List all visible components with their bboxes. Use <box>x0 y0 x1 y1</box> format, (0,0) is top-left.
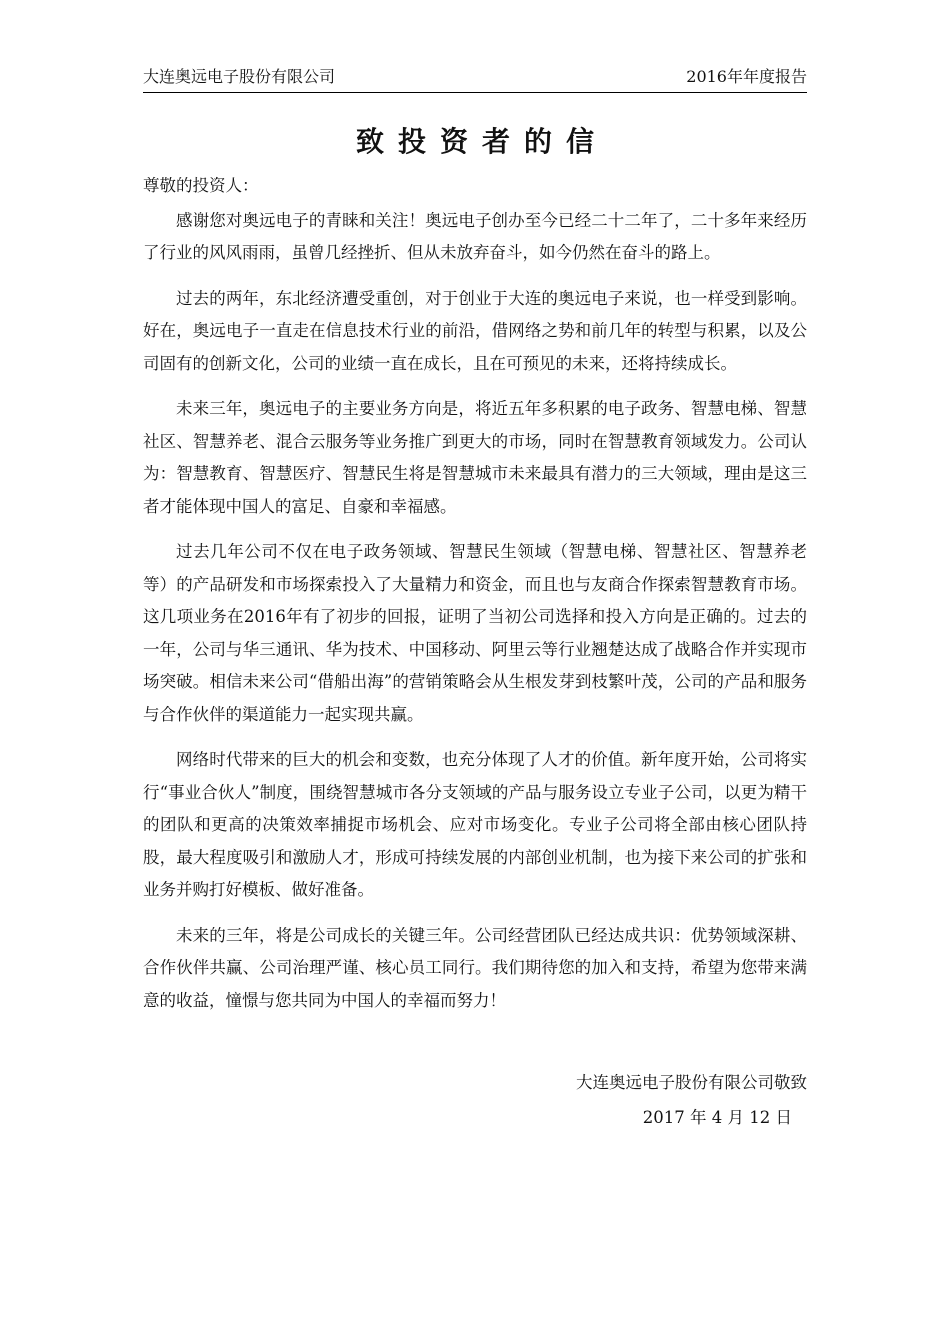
paragraph-2: 过去的两年，东北经济遭受重创，对于创业于大连的奥远电子来说，也一样受到影响。好在，奥远电子一直走在信息技术行业的前沿，借网络之势和前几年的转型与积累，以及公司固有的创新文化，公司的业绩一直在成长，且在可预见的未来，还将持续成长。 <box>143 288 807 373</box>
paragraph-3: 未来三年，奥远电子的主要业务方向是，将近五年多积累的电子政务、智慧电梯、智慧社区、智慧养老、混合云服务等业务推广到更大的市场，同时在智慧教育领域发力。公司认为：智慧教育、智慧医疗、智慧民生将是智慧城市未来最具有潜力的三大领域，理由是这三者才能体现中国人的富足、自豪和幸福感。 <box>143 399 807 516</box>
paragraph-1: 感谢您对奥远电子的青睐和关注！奥远电子创办至今已经二十二年了，二十多年来经历了行业的风风雨雨，虽曾几经挫折、但从未放弃奋斗，如今仍然在奋斗的路上。 <box>143 210 807 262</box>
letter-body <box>143 170 807 1030</box>
header-report-title: 2016年年度报告 <box>686 67 807 86</box>
page-header <box>143 62 807 93</box>
letter-title: 致投资者的信 <box>355 125 608 158</box>
paragraph-4: 过去几年公司不仅在电子政务领域、智慧民生领域（智慧电梯、智慧社区、智慧养老等）的产品研发和市场探索投入了大量精力和资金，而且也与友商合作探索智慧教育市场。这几项业务在2016年有了初步的回报，证明了当初公司选择和投入方向是正确的。过去的一年，公司与华三通讯、华为技术、中国移动、阿里云等行业翘楚达成了战略合作并实现市场突破。相信未来公司“借船出海”的营销策略会从生根发芽到枝繁叶茂，公司的产品和服务与合作伙伴的渠道能力一起实现共赢。 <box>143 542 807 724</box>
signature-date: 2017 年 4 月 12 日 <box>642 1108 792 1127</box>
header-company-name: 大连奥远电子股份有限公司 <box>143 67 336 86</box>
signature: 大连奥远电子股份有限公司敬致 <box>576 1073 807 1092</box>
paragraph-6: 未来的三年，将是公司成长的关键三年。公司经营团队已经达成共识：优势领域深耕、合作伙伴共赢、公司治理严谨、核心员工同行。我们期待您的加入和支持，希望为您带来满意的收益，憧憬与您共同为中国人的幸福而努力！ <box>143 925 807 1010</box>
paragraph-5: 网络时代带来的巨大的机会和变数，也充分体现了人才的价值。新年度开始，公司将实行“事业合伙人”制度，围绕智慧城市各分支领域的产品与服务设立专业子公司，以更为精干的团队和更高的决策效率捕捉市场机会、应对市场变化。专业子公司将全部由核心团队持股，最大程度吸引和激励人才，形成可持续发展的内部创业机制，也为接下来公司的扩张和业务并购打好模板、做好准备。 <box>143 750 807 899</box>
salutation: 尊敬的投资人： <box>143 176 259 195</box>
